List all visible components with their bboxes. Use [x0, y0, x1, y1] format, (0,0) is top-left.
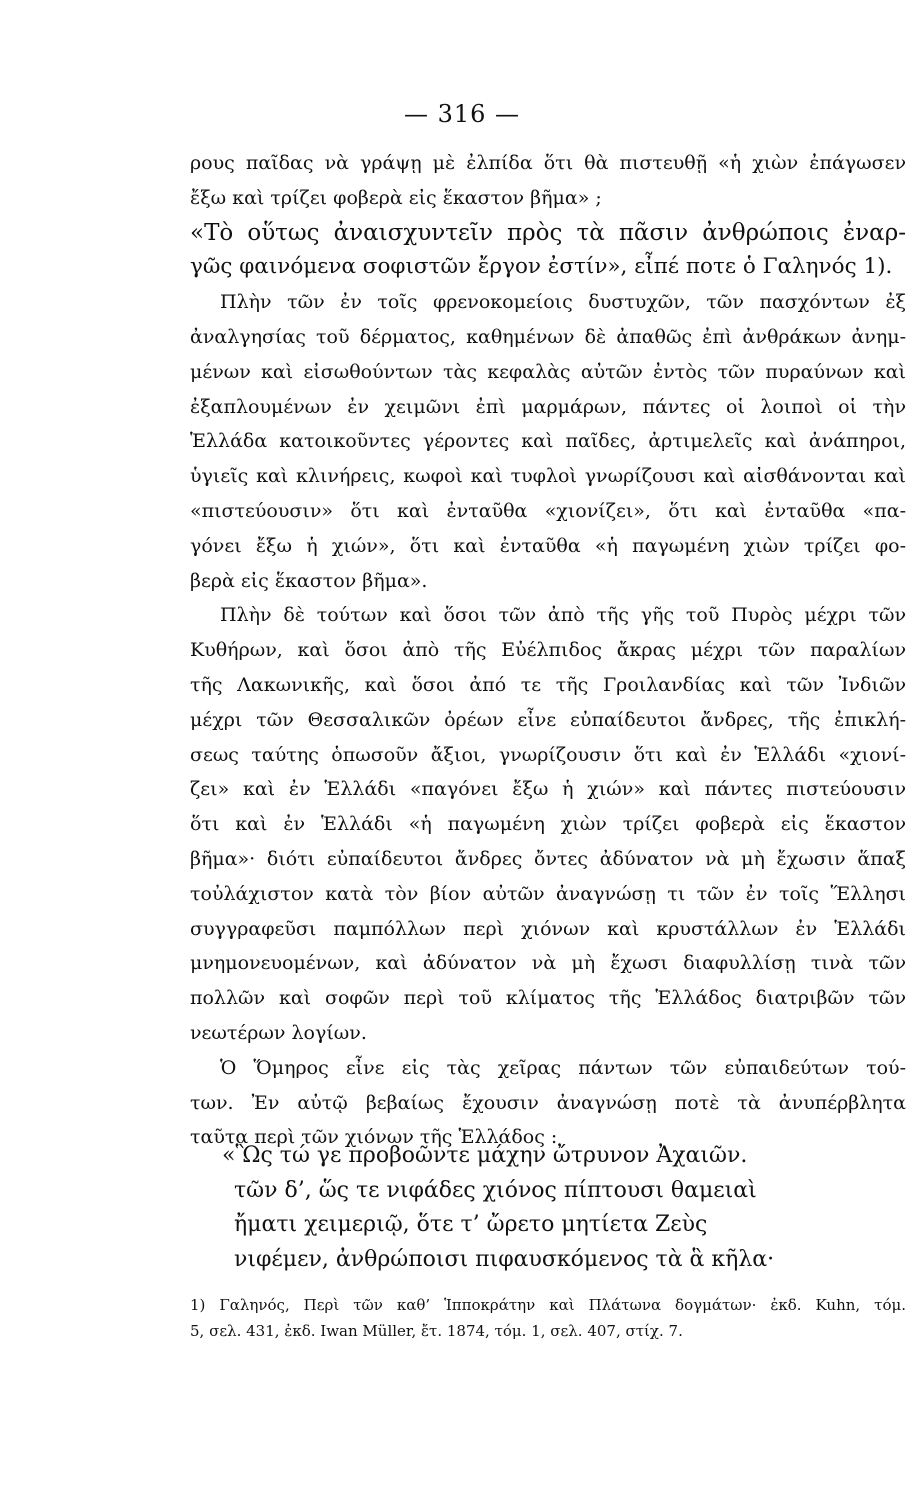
text-line: μέχρι τῶν Θεσσαλικῶν ὀρέων εἶνε εὐπαίδευτοι ἄνδρες, τῆς ἐπικλή- — [190, 708, 906, 731]
text-line: των. Ἐν αὐτῷ βεβαίως ἔχουσιν ἀναγνώσῃ ποτὲ τὰ ἀνυπέρβλητα — [190, 1091, 906, 1114]
text-line: μένων καὶ εἰσωθούντων τὰς κεφαλὰς αὐτῶν ἐντὸς τῶν πυραύνων καὶ — [190, 360, 906, 383]
text-line: βῆμα»· διότι εὐπαίδευτοι ἄνδρες ὄντες ἀδύνατον νὰ μὴ ἔχωσιν ἅπαξ — [190, 847, 906, 870]
text-line: τοὐλάχιστον κατὰ τὸν βίον αὐτῶν ἀναγνώσῃ τι τῶν ἐν τοῖς Ἕλλησι — [190, 882, 906, 905]
quote-line: τῶν δ’, ὥς τε νιφάδες χιόνος πίπτουσι θαμειαὶ — [234, 1177, 757, 1203]
text-line: Ἑλλάδα κατοικοῦντες γέροντες καὶ παῖδες, ἀρτιμελεῖς καὶ ἀνάπηροι, — [190, 430, 906, 453]
text-line: Πλὴν δὲ τούτων καὶ ὅσοι τῶν ἀπὸ τῆς γῆς τοῦ Πυρὸς μέχρι τῶν — [220, 604, 906, 627]
text-line: «Τὸ οὕτως ἀναισχυντεῖν πρὸς τὰ πᾶσιν ἀνθρώποις ἐναρ- — [190, 219, 906, 246]
text-line: βερὰ εἰς ἕκαστον βῆμα». — [190, 569, 428, 592]
quote-line: νιφέμεν, ἀνθρώποισι πιφαυσκόμενος τὰ ἃ κῆλα· — [234, 1246, 775, 1272]
footnote-line: 5, σελ. 431, ἐκδ. Iwan Müller, ἔτ. 1874, τόμ. 1, σελ. 407, στίχ. 7. — [190, 1322, 683, 1340]
text-line: ἔξω καὶ τρίζει φοβερὰ εἰς ἕκαστον βῆμα» ; — [190, 186, 602, 209]
text-line: ζει» καὶ ἐν Ἑλλάδι «παγόνει ἔξω ἡ χιών» καὶ πάντες πιστεύουσιν — [190, 778, 906, 801]
page-number: — 316 — — [403, 100, 521, 128]
text-line: τῆς Λακωνικῆς, καὶ ὅσοι ἀπό τε τῆς Γροιλανδίας καὶ τῶν Ἰνδιῶν — [190, 673, 906, 696]
text-line: ὑγιεῖς καὶ κλινήρεις, κωφοὶ καὶ τυφλοὶ γνωρίζουσι καὶ αἰσθάνονται καὶ — [190, 465, 906, 488]
text-line: γόνει ἔξω ἡ χιών», ὅτι καὶ ἐνταῦθα «ἡ παγωμένη χιὼν τρίζει φο- — [190, 534, 906, 557]
text-line: μνημονευομένων, καὶ ἀδύνατον νὰ μὴ ἔχωσι διαφυλλίσῃ τινὰ τῶν — [190, 952, 906, 975]
text-line: σεως ταύτης ὁπωσοῦν ἄξιοι, γνωρίζουσιν ὅτι καὶ ἐν Ἑλλάδι «χιονί- — [190, 743, 906, 766]
text-line: γῶς φαινόμενα σοφιστῶν ἔργον ἐστίν», εἶπέ ποτε ὁ Γαληνός 1). — [190, 254, 893, 280]
text-line: Ὁ Ὅμηρος εἶνε εἰς τὰς χεῖρας πάντων τῶν εὐπαιδεύτων τού- — [220, 1056, 906, 1079]
text-line: ταῦτα περὶ τῶν χιόνων τῆς Ἑλλάδος : — [190, 1126, 558, 1149]
text-line: ἐξαπλουμένων ἐν χειμῶνι ἐπὶ μαρμάρων, πάντες οἱ λοιποὶ οἱ τὴν — [190, 395, 906, 418]
quote-line: «Ὣς τώ γε προβοῶντε μάχην ὤτρυνον Ἀχαιῶν. — [222, 1143, 748, 1168]
footnote — [190, 1292, 906, 1344]
text-line: ὅτι καὶ ἐν Ἑλλάδι «ἡ παγωμένη χιὼν τρίζει φοβερὰ εἰς ἕκαστον — [190, 813, 906, 836]
text-line: συγγραφεῦσι παμπόλλων περὶ χιόνων καὶ κρυστάλλων ἐν Ἑλλάδι — [190, 917, 906, 940]
text-line: πολλῶν καὶ σοφῶν περὶ τοῦ κλίματος τῆς Ἑλλάδος διατριβῶν τῶν — [190, 987, 906, 1010]
text-line: Πλὴν τῶν ἐν τοῖς φρενοκομείοις δυστυχῶν, τῶν πασχόντων ἐξ — [220, 291, 906, 314]
homer-quotation — [222, 1139, 912, 1277]
text-line: «πιστεύουσιν» ὅτι καὶ ἐνταῦθα «χιονίζει», ὅτι καὶ ἐνταῦθα «πα- — [190, 499, 906, 522]
footnote-line: 1) Γαληνός, Περὶ τῶν καθ’ Ἱπποκράτην καὶ Πλάτωνα δογμάτων· ἐκδ. Kuhn, τόμ. — [190, 1296, 906, 1314]
text-line: ρους παῖδας νὰ γράψῃ μὲ ἐλπίδα ὅτι θὰ πιστευθῇ «ἡ χιὼν ἐπάγωσεν — [190, 152, 906, 174]
quote-line: ἤματι χειμεριῷ, ὅτε τ’ ὤρετο μητίετα Ζεὺς — [234, 1212, 708, 1237]
text-line: Κυθήρων, καὶ ὅσοι ἀπὸ τῆς Εὐέλπιδος ἄκρας μέχρι τῶν παραλίων — [190, 639, 906, 662]
text-line: ἀναλγησίας τοῦ δέρματος, καθημένων δὲ ἀπαθῶς ἐπὶ ἀνθράκων ἀνημ- — [190, 325, 906, 348]
main-text — [190, 146, 906, 1155]
text-line: νεωτέρων λογίων. — [190, 1021, 367, 1044]
